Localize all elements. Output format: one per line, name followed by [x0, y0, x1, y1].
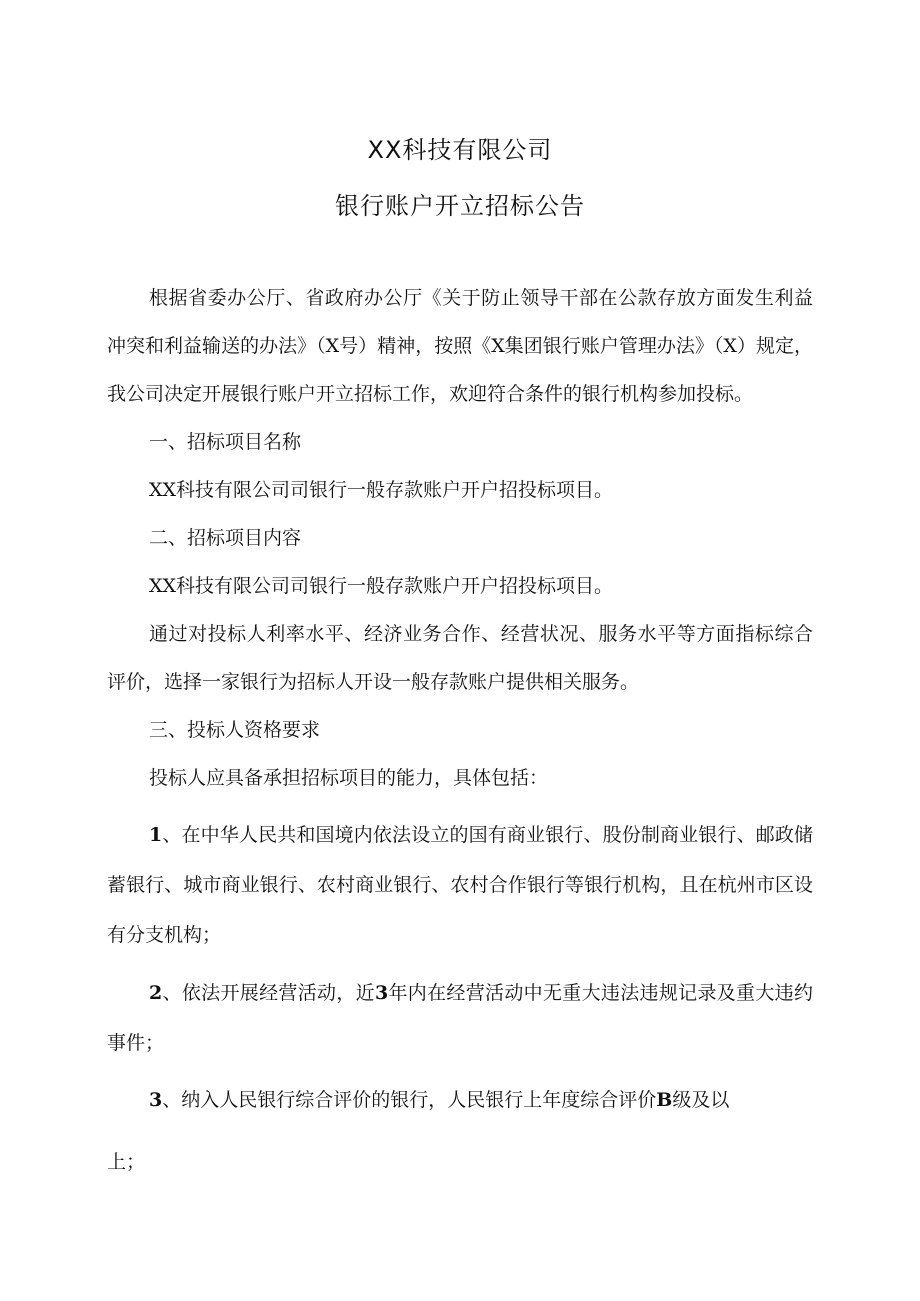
announcement-title: 银行账户开立招标公告 — [335, 192, 585, 220]
requirement-2-number: 2 — [149, 982, 163, 1004]
requirement-3-continuation: 上； — [107, 1151, 146, 1173]
requirement-1 — [107, 810, 813, 960]
requirement-3-text-b: 级及以 — [672, 1089, 730, 1111]
document-body — [107, 274, 813, 1186]
section1-text: XX科技有限公司司银行一般存款账户开户招投标项目。 — [149, 479, 614, 501]
section1-heading: 一、招标项目名称 — [149, 431, 302, 453]
requirement-1-text: 、在中华人民共和国境内依法设立的国有商业银行、股份制商业银行、邮政储蓄银行、城市商业银行、农村商业银行、农村合作银行等银行机构，且在杭州市区设有分支机构； — [107, 824, 813, 946]
requirement-3-text-a: 、纳入人民银行综合评价的银行，人民银行上年度综合评价 — [162, 1089, 657, 1111]
section3-heading: 三、投标人资格要求 — [149, 719, 321, 741]
requirement-2-text-a: 、依法开展经营活动，近 — [162, 982, 375, 1004]
section3-intro: 投标人应具备承担招标项目的能力，具体包括： — [149, 767, 549, 789]
company-title: XX科技有限公司 — [367, 136, 553, 164]
requirement-2 — [107, 968, 813, 1068]
requirement-3-grade: B — [656, 1089, 673, 1111]
requirement-1-number: 1 — [149, 824, 163, 846]
requirement-3 — [107, 1076, 813, 1124]
requirement-2-years: 3 — [374, 982, 389, 1004]
section2-heading: 二、招标项目内容 — [149, 527, 302, 549]
requirement-3-number: 3 — [149, 1089, 163, 1111]
section2-text1: XX科技有限公司司银行一般存款账户开户招投标项目。 — [149, 575, 614, 597]
section2-text2: 通过对投标人利率水平、经济业务合作、经营状况、服务水平等方面指标综合评价，选择一家银行为招标人开设一般存款账户提供相关服务。 — [107, 623, 813, 693]
intro-paragraph: 根据省委办公厅、省政府办公厅《关于防止领导干部在公款存放方面发生利益冲突和利益输送的办法》（X号）精神，按照《X集团银行账户管理办法》（X）规定，我公司决定开展银行账户开立招标工作，欢迎符合条件的银行机构参加投标。 — [107, 287, 813, 405]
requirement-2-text-b: 年内在经营活动中无重大违法违规记录及重大违约事件； — [107, 982, 813, 1054]
